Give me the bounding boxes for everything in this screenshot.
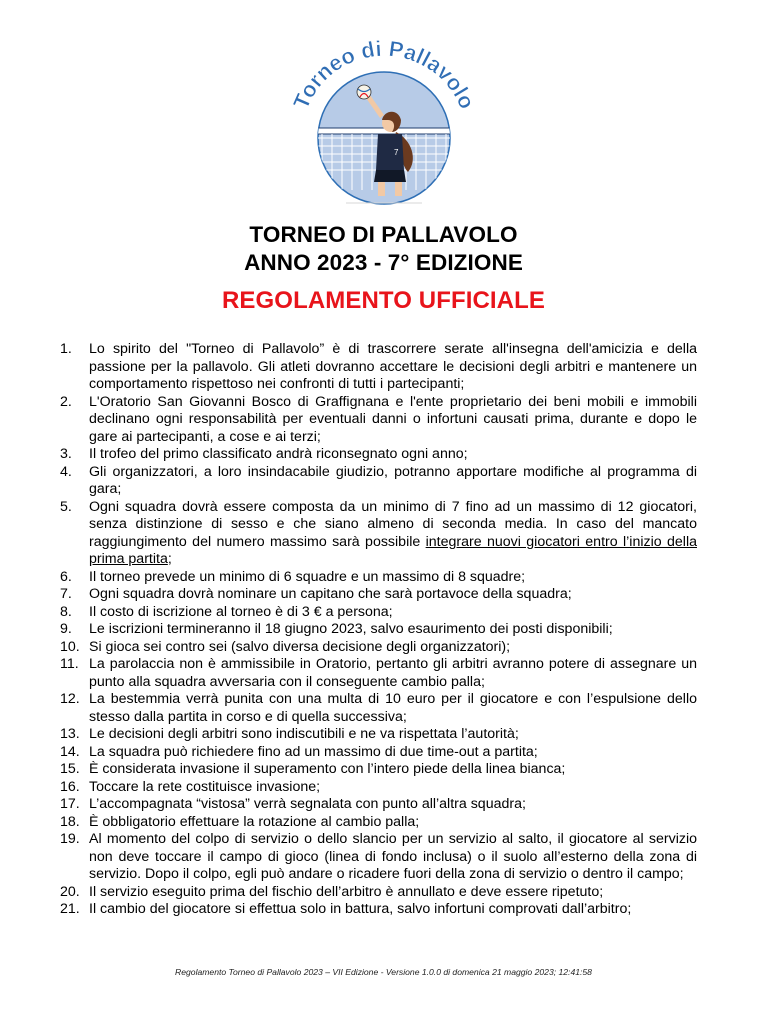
rule-item (60, 814, 697, 832)
rule-number: 8. (60, 603, 72, 620)
rule-text: Il cambio del giocatore si effettua solo in battura, salvo infortuni comprovati dall’arbitro; (89, 901, 632, 917)
rule-text-end: ; (167, 551, 172, 567)
rule-number: 4. (60, 463, 72, 480)
rule-item (60, 446, 697, 464)
rule-item (60, 779, 697, 797)
logo-title: Torneo di Pallavolo (288, 35, 480, 113)
rule-item (60, 761, 697, 779)
rule-text: Le decisioni degli arbitri sono indiscutibili e ne va rispettata l’autorità; (89, 726, 519, 742)
rule-item (60, 604, 697, 622)
regulation-title: REGOLAMENTO UFFICIALE (222, 287, 545, 314)
rule-number: 20. (60, 883, 80, 900)
rule-text: Gli organizzatori, a loro insindacabile giudizio, potranno apportare modifiche al programma di gara; (89, 463, 697, 497)
rule-item (60, 901, 697, 919)
tournament-logo (284, 20, 484, 210)
edition-title: ANNO 2023 - 7° EDIZIONE (244, 250, 523, 275)
rule-number: 12. (60, 691, 80, 707)
rule-number: 19. (60, 831, 80, 847)
rule-number: 16. (60, 778, 80, 795)
rule-text: La parolaccia non è ammissibile in Oratorio, pertanto gli arbitri avranno potere di assegnare un punto alla squadra avversaria con il conseguente cambio palla; (89, 656, 697, 690)
rule-text: Toccare la rete costituisce invasione; (89, 778, 321, 795)
rule-text: L’accompagnata “vistosa” verrà segnalata con punto all’altra squadra; (89, 796, 526, 812)
rule-item (60, 639, 697, 657)
rule-text: La bestemmia verrà punita con una multa di 10 euro per il giocatore e con l’espulsione dello stesso dalla partita in corso e di quella successiva; (89, 691, 697, 725)
rule-number: 6. (60, 568, 72, 585)
rules-list (60, 341, 697, 919)
volleyball-ball-icon (357, 85, 371, 99)
rule-text: È obbligatorio effettuare la rotazione al cambio palla; (89, 813, 420, 830)
rule-number: 11. (60, 656, 79, 672)
rule-text: Il servizio eseguito prima del fischio dell’arbitro è annullato e deve essere ripetuto; (89, 883, 604, 900)
rule-text: Ogni squadra dovrà nominare un capitano che sarà portavoce della squadra; (89, 586, 572, 602)
rule-number: 13. (60, 726, 80, 742)
rule-number: 17. (60, 796, 80, 812)
rule-item (60, 831, 697, 884)
rule-item (60, 884, 697, 902)
rule-number: 5. (60, 498, 72, 515)
rule-item (60, 586, 697, 604)
rule-number: 2. (60, 393, 72, 410)
tournament-title: TORNEO DI PALLAVOLO (249, 222, 518, 247)
rule-number: 10. (60, 638, 80, 655)
rule-number: 7. (60, 586, 72, 602)
rule-number: 18. (60, 813, 80, 830)
rule-number: 15. (60, 761, 80, 777)
footer-version: Regolamento Torneo di Pallavolo 2023 – VII Edizione - Versione 1.0.0 di domenica 21 maggio 2023; 12:41:58 (175, 967, 592, 977)
rule-item (60, 656, 697, 691)
rule-text: Al momento del colpo di servizio o dello slancio per un servizio al salto, il giocatore al servizio non deve toccare il campo di gioco (linea di fondo inclusa) o il suolo all’esterno della zona di servizio. Dopo il colpo, egli può andare o ricadere fuori della zona di servizio o dentro il campo; (89, 831, 697, 882)
rule-underlined-text: integrare nuovi giocatori entro l’inizio della prima partita (89, 533, 697, 567)
rule-item (60, 726, 697, 744)
rule-text: È considerata invasione il superamento con l’intero piede della linea bianca; (89, 761, 566, 777)
rule-text: Ogni squadra dovrà essere composta da un minimo di 7 fino ad un massimo di 12 giocatori, senza distinzione di sesso e che siano almeno di seconda media. In caso del mancato raggiungimento del numero massimo sarà possibile (89, 498, 697, 550)
rule-item (60, 394, 697, 447)
rule-item (60, 341, 697, 394)
rule-text: Lo spirito del "Torneo di Pallavolo” è di trascorrere serate all'insegna dell'amicizia e della passione per la pallavolo. Gli atleti dovranno accettare le decisioni degli arbitri e mantenere un comportamento rispettoso nei confronti di tutti i partecipanti; (89, 341, 697, 392)
rule-number: 9. (60, 621, 72, 637)
rule-text: Il trofeo del primo classificato andrà riconsegnato ogni anno; (89, 446, 468, 462)
rule-item (60, 691, 697, 726)
rule-text: Il costo di iscrizione al torneo è di 3 € a persona; (89, 603, 393, 620)
rule-text: Si gioca sei contro sei (salvo diversa decisione degli organizzatori); (89, 638, 511, 655)
rule-number: 21. (60, 901, 80, 917)
rule-item (60, 569, 697, 587)
rule-number: 1. (60, 341, 72, 357)
svg-text:7: 7 (394, 148, 399, 157)
rule-text: L'Oratorio San Giovanni Bosco di Graffignana e l'ente proprietario dei beni mobili e immobili declinano ogni responsabilità per eventuali danni o infortuni causati prima, durante e dopo le gare ai partecipanti, a cose e ai terzi; (89, 393, 697, 445)
rule-item (60, 621, 697, 639)
rule-text: La squadra può richiedere fino ad un massimo di due time-out a partita; (89, 743, 538, 760)
rule-item (60, 499, 697, 569)
rule-item (60, 464, 697, 499)
rule-text: Le iscrizioni termineranno il 18 giugno 2023, salvo esaurimento dei posti disponibili; (89, 621, 613, 637)
rule-number: 14. (60, 743, 80, 760)
rule-item (60, 744, 697, 762)
rule-text: Il torneo prevede un minimo di 6 squadre e un massimo di 8 squadre; (89, 568, 526, 585)
rule-number: 3. (60, 446, 72, 462)
rule-item (60, 796, 697, 814)
